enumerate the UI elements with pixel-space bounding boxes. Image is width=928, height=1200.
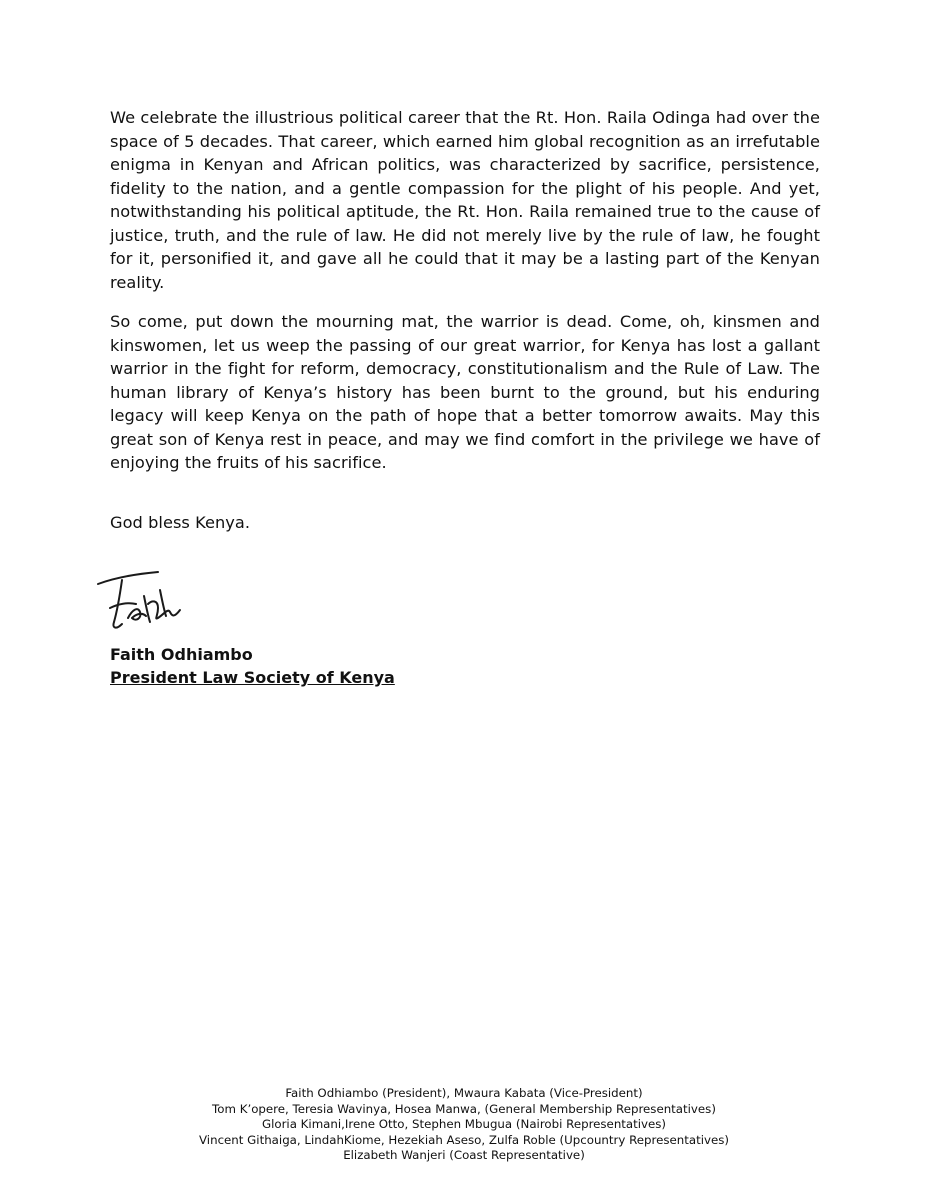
footer-line: Tom K’opere, Teresia Wavinya, Hosea Manwa, (General Membership Representatives) (212, 1101, 716, 1116)
signature-icon (92, 560, 202, 640)
footer-line: Elizabeth Wanjeri (Coast Representative) (343, 1148, 585, 1163)
signer-title: President Law Society of Kenya (110, 668, 395, 687)
letter-paragraph: We celebrate the illustrious political career that the Rt. Hon. Raila Odinga had over the space of 5 decades. That career, which earned him global recognition as an irrefutable enigma in Kenyan and African politics, was characterized by sacrifice, persistence, fidelity to the nation, and a gentle compassion for the plight of his people. And yet, notwithstanding his political aptitude, the Rt. Hon. Raila remained true to the cause of justice, truth, and the rule of law. He did not merely live by the rule of law, he fought for it, personified it, and gave all he could that it may be a lasting part of the Kenyan reality. (110, 108, 820, 292)
footer-line: Vincent Githaiga, LindahKiome, Hezekiah Aseso, Zulfa Roble (Upcountry Representatives) (199, 1132, 729, 1147)
footer-line: Gloria Kimani,Irene Otto, Stephen Mbugua (Nairobi Representatives) (261, 1117, 667, 1132)
closing-line: God bless Kenya. (110, 513, 251, 532)
footer-line: Faith Odhiambo (President), Mwaura Kabata (Vice-President) (285, 1086, 643, 1100)
council-members-footer (0, 1086, 928, 1164)
letter-paragraph: So come, put down the mourning mat, the warrior is dead. Come, oh, kinsmen and kinswomen, let us weep the passing of our great warrior, for Kenya has lost a gallant warrior in the fight for reform, democracy, constitutionalism and the Rule of Law. The human library of Kenya’s history has been burnt to the ground, but his enduring legacy will keep Kenya on the path of hope that a better tomorrow awaits. May this great son of Kenya rest in peace, and may we find comfort in the privilege we have of enjoying the fruits of his sacrifice. (110, 312, 820, 472)
signer-name: Faith Odhiambo (110, 645, 253, 664)
